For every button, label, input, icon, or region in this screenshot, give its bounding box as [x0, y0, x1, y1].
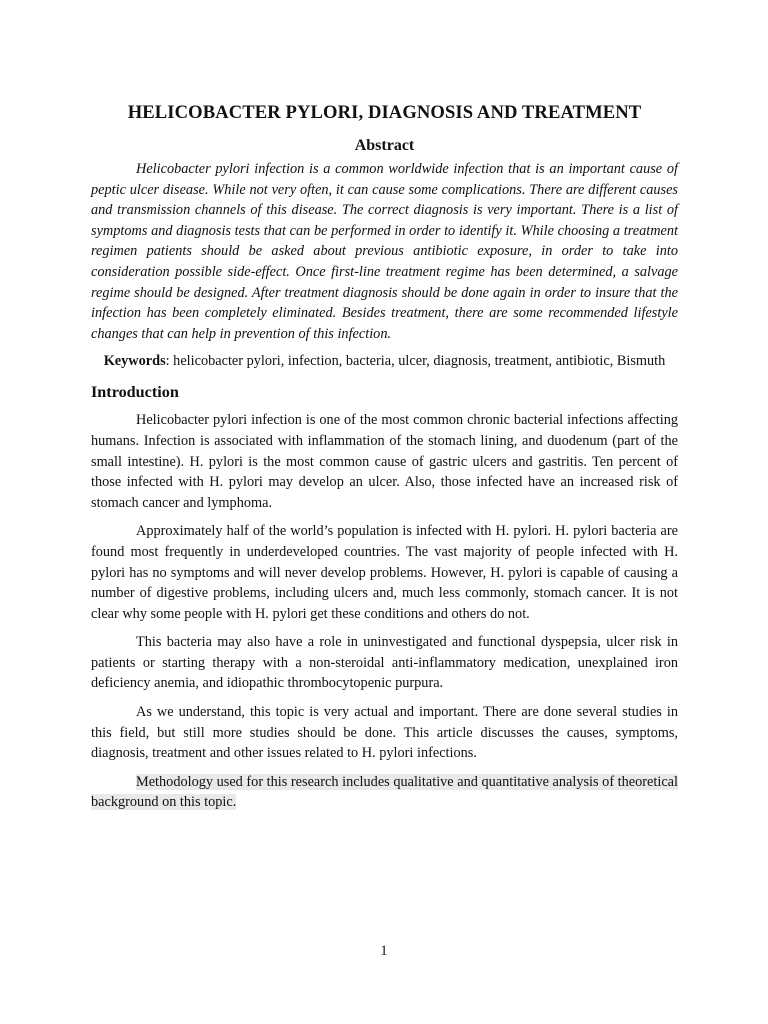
page-number: 1: [380, 943, 388, 959]
keywords-label: Keywords: [103, 353, 166, 370]
keywords-line: [91, 351, 678, 372]
keywords-text: : helicobacter pylori, infection, bacteria, ulcer, diagnosis, treatment, antibiotic, Bismuth: [165, 353, 666, 370]
highlighted-text: Methodology used for this research includes qualitative and quantitative analysis of theoretical background on this topic.: [91, 773, 678, 811]
abstract-heading: Abstract: [354, 137, 415, 154]
intro-paragraph-3: This bacteria may also have a role in uninvestigated and functional dyspepsia, ulcer risk in patients or starting therapy with a non-steroidal anti-inflammatory medication, unexplained iron deficiency anemia, and idiopathic thrombocytopenic purpura.: [91, 634, 678, 692]
abstract-text: Helicobacter pylori infection is a common worldwide infection that is an important cause of peptic ulcer disease. While not very often, it can cause some complications. There are different causes and transmission channels of this disease. The correct diagnosis is very important. There is a list of symptoms and diagnosis tests that can be performed in order to identify it. While choosing a treatment regimen patients should be asked about previous antibiotic exposure, in order to take into consideration possible side-effect. Once first-line treatment regime has been determined, a salvage regime should be designed. After treatment diagnosis should be done again in order to insure that the infection has been completely eliminated. Besides treatment, there are some recommended lifestyle changes that can help in prevention of this infection.: [91, 161, 678, 342]
methodology-paragraph: [91, 772, 678, 813]
intro-paragraph-4: As we understand, this topic is very actual and important. There are done several studies in this field, but still more studies should be done. This article discusses the causes, symptoms, diagnosis, treatment and other issues related to H. pylori infections.: [91, 704, 678, 762]
document-title: HELICOBACTER PYLORI, DIAGNOSIS AND TREATMENT: [127, 102, 642, 123]
intro-paragraph-1: Helicobacter pylori infection is one of the most common chronic bacterial infections affecting humans. Infection is associated with inflammation of the stomach lining, and duodenum (part of the small intestine). H. pylori is the most common cause of gastric ulcers and gastritis. Ten percent of those infected with H. pylori may develop an ulcer. Also, those infected have an increased risk of stomach cancer and lymphoma.: [91, 412, 678, 511]
intro-paragraph-2: Approximately half of the world’s population is infected with H. pylori. H. pylori bacteria are found most frequently in underdeveloped countries. The vast majority of people infected with H. pylori has no symptoms and will never develop problems. However, H. pylori is capable of causing a number of digestive problems, including ulcers and, much less commonly, stomach cancer. It is not clear why some people with H. pylori get these conditions and others do not.: [91, 523, 678, 622]
introduction-heading: Introduction: [91, 383, 179, 402]
document-content: [91, 101, 678, 821]
